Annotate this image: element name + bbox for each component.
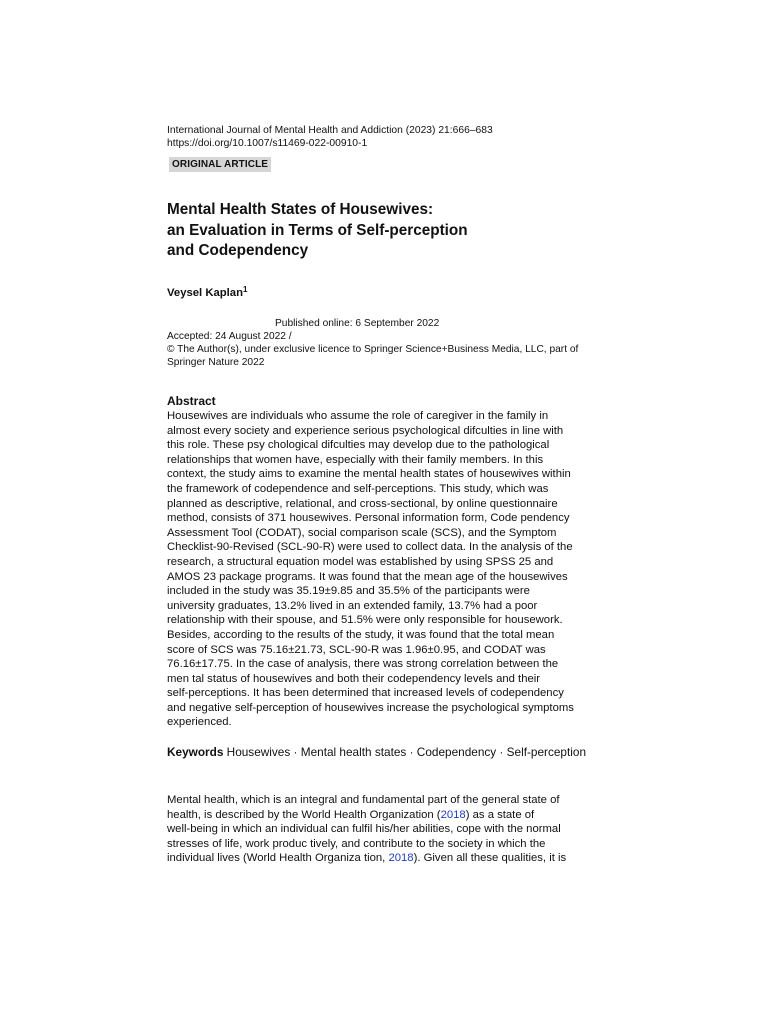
abstract-line: Besides, according to the results of the study, it was found that the total mean [167, 628, 555, 641]
author-name-text: Veysel Kaplan [167, 287, 243, 299]
citation-link[interactable]: 2018 [388, 852, 414, 865]
intro-line [167, 808, 607, 823]
intro-line: stresses of life, work produc tively, and contribute to the society in which the [167, 837, 546, 850]
journal-citation: International Journal of Mental Health and Addiction (2023) 21:666–683 [167, 125, 493, 136]
abstract-line: this role. These psy chological difculties may develop due to the pathological [167, 439, 550, 452]
title-line: and Codependency [167, 242, 309, 259]
accepted-date: Accepted: 24 August 2022 / [167, 331, 292, 342]
doi-link[interactable]: https://doi.org/10.1007/s11469-022-00910-1 [167, 138, 368, 149]
copyright-line: © The Author(s), under exclusive licence to Springer Science+Business Media, LLC, part of [167, 344, 579, 355]
abstract-line: and negative self-perception of housewives increase the psychological symptoms [167, 701, 574, 714]
abstract-line: Assessment Tool (CODAT), social comparison scale (SCS), and the Symptom [167, 526, 557, 539]
intro-text: ) as a state of [465, 808, 535, 821]
introduction-text [167, 793, 607, 866]
intro-text: ). Given all these qualities, it is [413, 852, 567, 865]
abstract-line: 76.16±17.75. In the case of analysis, there was strong correlation between the [167, 658, 559, 671]
abstract-line: relationship with their spouse, and 51.5% were only responsible for housework. [167, 614, 563, 627]
abstract-line: included in the study was 35.19±9.85 and 35.5% of the participants were [167, 585, 530, 598]
abstract-line: experienced. [167, 716, 232, 729]
intro-text: individual lives (World Health Organiza tion, [167, 852, 389, 865]
abstract-line: planned as descriptive, relational, and cross-sectional, by online questionnaire [167, 497, 558, 510]
abstract-line: Checklist-90-Revised (SCL-90-R) were used to collect data. In the analysis of the [167, 541, 573, 554]
intro-line: well-being in which an individual can fulfil his/her abilities, cope with the normal [167, 823, 561, 836]
abstract-heading: Abstract [167, 394, 216, 408]
affiliation-mark[interactable]: 1 [242, 285, 248, 294]
intro-line [167, 851, 607, 866]
abstract-line: AMOS 23 package programs. It was found that the mean age of the housewives [167, 570, 568, 583]
title-line: an Evaluation in Terms of Self‑perception [167, 221, 468, 239]
article-type-badge: ORIGINAL ARTICLE [169, 157, 271, 172]
abstract-line: score of SCS was 75.16±21.73, SCL-90-R was 1.96±0.95, and CODAT was [167, 643, 546, 656]
keywords-line [167, 745, 586, 760]
citation-link[interactable]: 2018 [440, 808, 466, 821]
author-name [167, 283, 247, 300]
abstract-line: the framework of codependence and self-perceptions. This study, which was [167, 482, 549, 495]
abstract-line: context, the study aims to examine the mental health states of housewives within [167, 468, 571, 481]
keywords-label: Keywords [167, 745, 224, 759]
abstract-line: almost every society and experience serious psychological difculties in line with [167, 424, 564, 437]
published-date: Published online: 6 September 2022 [275, 318, 440, 329]
abstract-line: relationships that women have, especially with their family members. In this [167, 453, 544, 466]
intro-text: health, is described by the World Health Organization ( [167, 808, 441, 821]
abstract-line: university graduates, 13.2% lived in an extended family, 13.7% had a poor [167, 599, 538, 612]
intro-line: Mental health, which is an integral and fundamental part of the general state of [167, 794, 560, 806]
keywords-list: Housewives · Mental health states · Codependency · Self-perception [223, 745, 587, 759]
abstract-line: research, a structural equation model was established by using SPSS 25 and [167, 555, 554, 568]
abstract-line: method, consists of 371 housewives. Personal information form, Code pendency [167, 512, 570, 525]
title-line: Mental Health States of Housewives: [167, 201, 434, 218]
abstract-line: self-perceptions. It has been determined that increased levels of codependency [167, 687, 564, 700]
abstract-line: men tal status of housewives and both their codependency levels and their [167, 672, 541, 685]
abstract-text [167, 409, 607, 730]
abstract-line: Housewives are individuals who assume the role of caregiver in the family in [167, 410, 549, 422]
copyright-line: Springer Nature 2022 [167, 357, 265, 368]
article-title [167, 200, 587, 262]
